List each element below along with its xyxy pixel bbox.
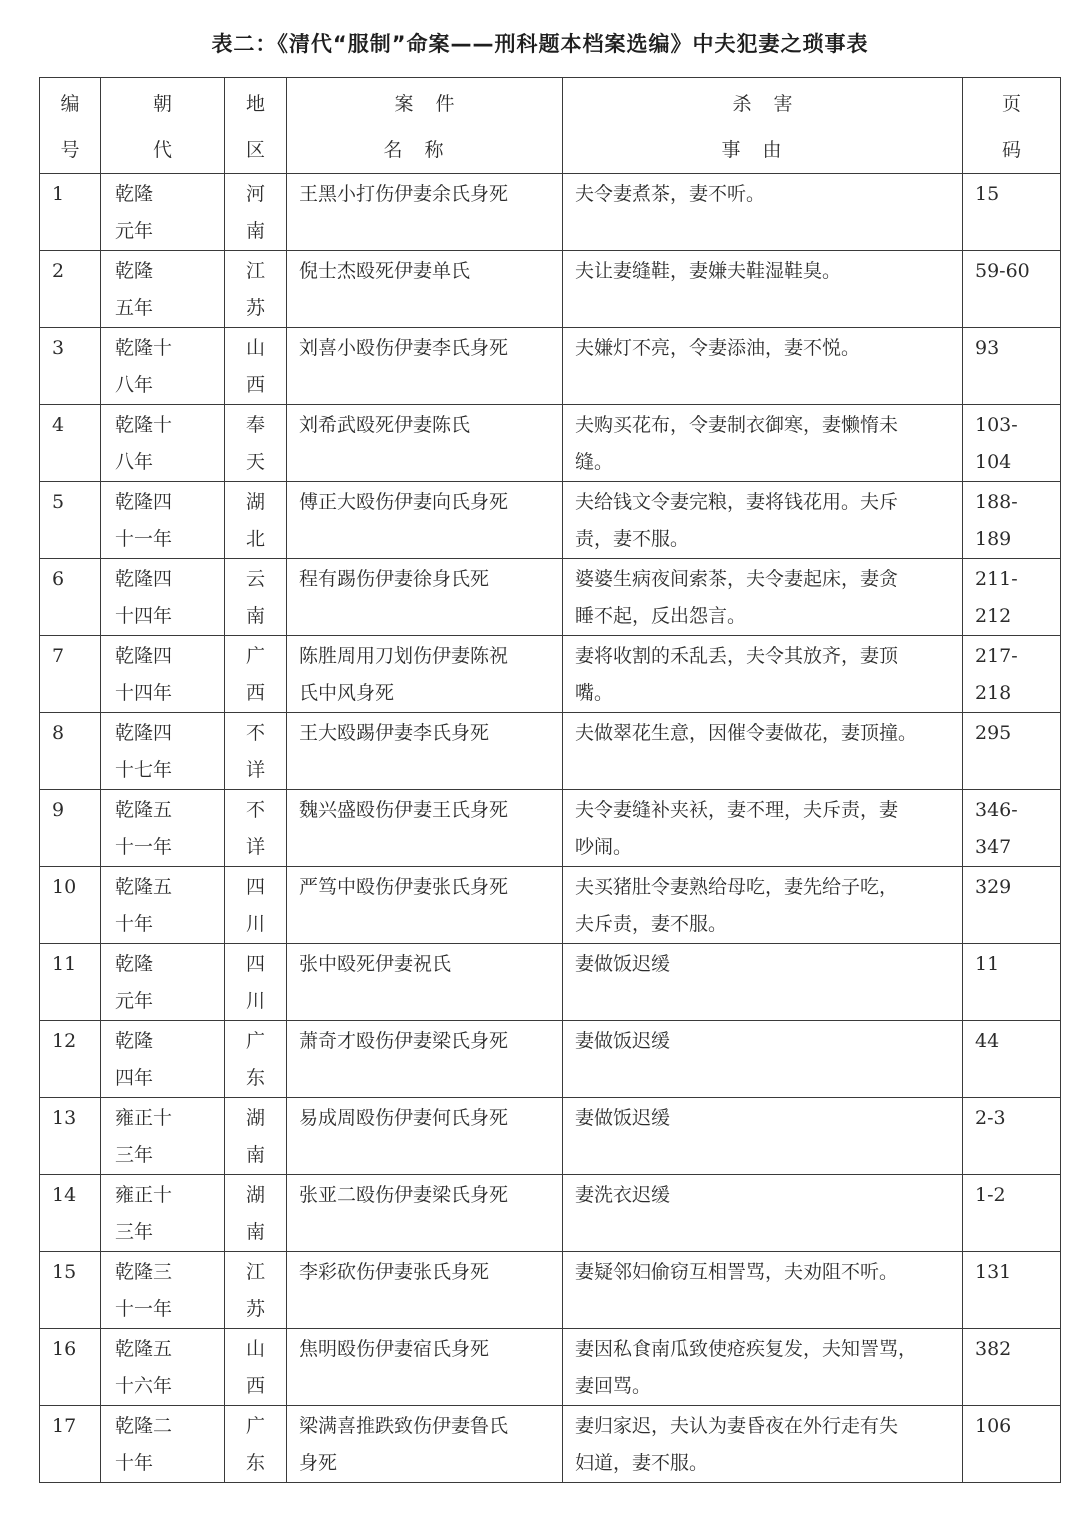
row-case-name-cell [287,1329,563,1406]
row-case-name: 李彩砍伤伊妻张氏身死 [299,1261,490,1283]
row-case-name-cell [287,405,563,482]
table-row [40,405,1061,482]
row-region-cell [225,1021,287,1098]
row-case-name-cell [287,636,563,713]
header-reason-label: 杀害 事由 [721,93,815,161]
row-dynasty: 乾隆 元年 [115,183,154,242]
row-page-cell [963,1098,1061,1175]
row-reason: 妻做饭迟缓 [575,1030,671,1052]
row-dynasty-cell [101,1021,225,1098]
row-dynasty-cell [101,713,225,790]
row-page-cell [963,1406,1061,1483]
row-reason-cell [563,559,963,636]
row-reason: 妻做饭迟缓 [575,953,671,975]
row-number: 16 [52,1338,77,1360]
table-row [40,636,1061,713]
row-case-name-cell [287,1406,563,1483]
row-case-name-cell [287,1252,563,1329]
row-case-name-cell [287,1098,563,1175]
row-reason-cell [563,713,963,790]
row-region-cell [225,1175,287,1252]
row-dynasty: 乾隆 五年 [115,260,154,319]
row-case-name-cell [287,251,563,328]
row-case-name: 易成周殴伤伊妻何氏身死 [299,1107,509,1129]
table-row [40,944,1061,1021]
row-dynasty-cell [101,1098,225,1175]
row-region: 江 苏 [245,1261,265,1320]
row-region-cell [225,867,287,944]
row-region-cell [225,636,287,713]
row-page: 211-212 [975,568,1018,627]
row-number-cell [40,405,101,482]
page-title: 表二：《清代“服制”命案——刑科题本档案选编》中夫犯妻之琐事表 [211,32,869,56]
row-region: 不 详 [245,799,265,858]
row-case-name-cell [287,174,563,251]
row-page-cell [963,328,1061,405]
row-region: 广 东 [245,1030,265,1089]
row-case-name: 梁满喜推跌致伤伊妻鲁氏 身死 [299,1415,509,1474]
row-case-name: 张中殴死伊妻祝氏 [299,953,452,975]
row-page-cell [963,174,1061,251]
row-number: 4 [52,414,65,436]
row-case-name-cell [287,559,563,636]
row-number-cell [40,482,101,559]
row-reason: 妻将收割的禾乱丢，夫令其放齐，妻顶 嘴。 [575,645,899,704]
row-case-name: 倪士杰殴死伊妻单氏 [299,260,471,282]
header-number-label: 编 号 [60,93,80,161]
row-region: 广 西 [245,645,265,704]
row-page: 295 [975,722,1012,744]
row-number-cell [40,790,101,867]
row-dynasty-cell [101,251,225,328]
row-number: 11 [52,953,77,975]
row-case-name: 程有踢伤伊妻徐身氏死 [299,568,490,590]
row-page: 103-104 [975,414,1018,473]
row-region: 云 南 [245,568,265,627]
row-reason: 夫买猪肚令妻熟给母吃，妻先给子吃， 夫斥责，妻不服。 [575,876,899,935]
row-region: 不 详 [245,722,265,781]
row-dynasty: 乾隆 元年 [115,953,154,1012]
header-dynasty [101,78,225,174]
table-row [40,1098,1061,1175]
table-row [40,1406,1061,1483]
row-region-cell [225,1252,287,1329]
row-dynasty-cell [101,328,225,405]
table-row [40,867,1061,944]
row-dynasty: 乾隆二 十年 [115,1415,173,1474]
row-page: 1-2 [975,1184,1006,1206]
row-number-cell [40,944,101,1021]
row-reason: 妻疑邻妇偷窃互相詈骂，夫劝阻不听。 [575,1261,899,1283]
row-dynasty: 乾隆三 十一年 [115,1261,173,1320]
row-page-cell [963,1175,1061,1252]
row-region-cell [225,1329,287,1406]
row-case-name-cell [287,944,563,1021]
row-page-cell [963,559,1061,636]
row-reason: 妻做饭迟缓 [575,1107,671,1129]
row-number: 15 [52,1261,77,1283]
row-dynasty: 乾隆四 十四年 [115,568,173,627]
row-reason-cell [563,1021,963,1098]
table-header-row [40,78,1061,174]
table-body [40,174,1061,1483]
table-row [40,482,1061,559]
row-dynasty-cell [101,636,225,713]
row-case-name: 焦明殴伤伊妻宿氏身死 [299,1338,490,1360]
row-number: 5 [52,491,65,513]
cases-table [39,77,1061,1483]
row-region-cell [225,713,287,790]
row-region-cell [225,328,287,405]
row-page-cell [963,1021,1061,1098]
row-page-cell [963,944,1061,1021]
row-dynasty: 乾隆五 十一年 [115,799,173,858]
row-region-cell [225,790,287,867]
row-dynasty: 雍正十 三年 [115,1107,173,1166]
table-row [40,251,1061,328]
row-reason: 夫做翠花生意，因催令妻做花，妻顶撞。 [575,722,918,744]
row-region: 湖 北 [245,491,265,550]
header-region [225,78,287,174]
row-dynasty-cell [101,1329,225,1406]
row-reason: 夫令妻煮茶，妻不听。 [575,183,766,205]
row-region-cell [225,251,287,328]
row-region-cell [225,559,287,636]
row-dynasty-cell [101,867,225,944]
row-reason-cell [563,1098,963,1175]
row-region: 山 西 [245,1338,265,1397]
row-dynasty: 乾隆 四年 [115,1030,154,1089]
row-reason-cell [563,1252,963,1329]
row-reason-cell [563,174,963,251]
row-page: 131 [975,1261,1012,1283]
row-case-name-cell [287,1175,563,1252]
row-number-cell [40,636,101,713]
row-dynasty: 乾隆四 十一年 [115,491,173,550]
row-region: 广 东 [245,1415,265,1474]
row-number: 12 [52,1030,77,1052]
row-page-cell [963,405,1061,482]
row-page-cell [963,482,1061,559]
row-number-cell [40,174,101,251]
row-region: 河 南 [245,183,265,242]
row-region: 江 苏 [245,260,265,319]
row-reason-cell [563,790,963,867]
row-number: 2 [52,260,65,282]
row-number-cell [40,1021,101,1098]
row-number: 9 [52,799,65,821]
row-reason: 妻洗衣迟缓 [575,1184,671,1206]
header-number [40,78,101,174]
row-number: 17 [52,1415,77,1437]
row-dynasty-cell [101,174,225,251]
row-dynasty-cell [101,482,225,559]
header-region-label: 地 区 [245,93,265,161]
row-case-name: 刘喜小殴伤伊妻李氏身死 [299,337,509,359]
row-dynasty-cell [101,790,225,867]
row-number-cell [40,867,101,944]
row-region: 四 川 [245,876,265,935]
row-dynasty: 乾隆十 八年 [115,337,173,396]
row-page: 106 [975,1415,1012,1437]
row-reason-cell [563,328,963,405]
row-number: 10 [52,876,77,898]
row-reason-cell [563,482,963,559]
row-region-cell [225,174,287,251]
row-number-cell [40,1406,101,1483]
header-case-name-label: 案件 名称 [383,93,477,161]
row-case-name-cell [287,713,563,790]
row-reason-cell [563,1175,963,1252]
row-dynasty-cell [101,1406,225,1483]
row-page-cell [963,636,1061,713]
row-reason: 夫嫌灯不亮，令妻添油，妻不悦。 [575,337,861,359]
row-number: 13 [52,1107,77,1129]
row-dynasty: 乾隆五 十年 [115,876,173,935]
header-page-label: 页 码 [1001,93,1021,161]
row-page-cell [963,1329,1061,1406]
table-row [40,1175,1061,1252]
row-dynasty-cell [101,1175,225,1252]
row-page: 382 [975,1338,1012,1360]
row-page: 188-189 [975,491,1018,550]
row-case-name-cell [287,790,563,867]
row-page: 59-60 [975,260,1030,282]
row-reason-cell [563,944,963,1021]
table-row [40,1252,1061,1329]
row-page: 346-347 [975,799,1018,858]
row-reason: 夫令妻缝补夹袄，妻不理，夫斥责，妻 吵闹。 [575,799,899,858]
row-number-cell [40,328,101,405]
row-region: 四 川 [245,953,265,1012]
row-number-cell [40,1329,101,1406]
row-reason-cell [563,867,963,944]
header-dynasty-label: 朝 代 [152,93,172,161]
row-case-name: 陈胜周用刀划伤伊妻陈祝 氏中风身死 [299,645,509,704]
table-row [40,790,1061,867]
row-page: 11 [975,953,1000,975]
row-reason: 夫让妻缝鞋，妻嫌夫鞋湿鞋臭。 [575,260,842,282]
row-dynasty: 乾隆十 八年 [115,414,173,473]
table-row [40,713,1061,790]
row-number: 14 [52,1184,77,1206]
row-case-name-cell [287,867,563,944]
row-region: 山 西 [245,337,265,396]
row-number: 1 [52,183,65,205]
row-dynasty-cell [101,944,225,1021]
row-reason: 夫给钱文令妻完粮，妻将钱花用。夫斥 责，妻不服。 [575,491,899,550]
row-case-name: 王大殴踢伊妻李氏身死 [299,722,490,744]
row-dynasty-cell [101,1252,225,1329]
row-region: 湖 南 [245,1184,265,1243]
row-region-cell [225,1406,287,1483]
row-region-cell [225,405,287,482]
row-case-name: 严笃中殴伤伊妻张氏身死 [299,876,509,898]
row-case-name-cell [287,482,563,559]
row-page-cell [963,713,1061,790]
row-dynasty: 乾隆五 十六年 [115,1338,173,1397]
header-case-name [287,78,563,174]
row-case-name: 王黑小打伤伊妻余氏身死 [299,183,509,205]
row-number-cell [40,559,101,636]
row-case-name: 萧奇才殴伤伊妻梁氏身死 [299,1030,509,1052]
row-dynasty: 雍正十 三年 [115,1184,173,1243]
row-page-cell [963,867,1061,944]
table-row [40,559,1061,636]
row-number-cell [40,1098,101,1175]
row-region: 奉 天 [245,414,265,473]
row-reason-cell [563,251,963,328]
row-case-name: 刘希武殴死伊妻陈氏 [299,414,471,436]
row-number-cell [40,713,101,790]
row-reason: 婆婆生病夜间索茶，夫令妻起床，妻贪 睡不起，反出怨言。 [575,568,899,627]
row-page: 217-218 [975,645,1018,704]
row-reason: 妻归家迟，夫认为妻昏夜在外行走有失 妇道，妻不服。 [575,1415,899,1474]
table-row [40,174,1061,251]
row-page: 2-3 [975,1107,1006,1129]
row-page-cell [963,790,1061,867]
row-region-cell [225,1098,287,1175]
row-reason: 妻因私食南瓜致使疮疾复发，夫知詈骂， 妻回骂。 [575,1338,918,1397]
row-reason: 夫购买花布，令妻制衣御寒，妻懒惰未 缝。 [575,414,899,473]
row-case-name: 张亚二殴伤伊妻梁氏身死 [299,1184,509,1206]
row-reason-cell [563,1329,963,1406]
row-number: 6 [52,568,65,590]
row-number: 3 [52,337,65,359]
table-row [40,1329,1061,1406]
table-row [40,328,1061,405]
row-number-cell [40,1252,101,1329]
row-case-name: 魏兴盛殴伤伊妻王氏身死 [299,799,509,821]
row-case-name: 傅正大殴伤伊妻向氏身死 [299,491,509,513]
row-page: 44 [975,1030,1000,1052]
row-reason-cell [563,636,963,713]
row-page: 329 [975,876,1012,898]
row-page-cell [963,251,1061,328]
row-case-name-cell [287,328,563,405]
row-region-cell [225,944,287,1021]
row-dynasty-cell [101,559,225,636]
row-dynasty: 乾隆四 十七年 [115,722,173,781]
row-page: 15 [975,183,1000,205]
row-number-cell [40,251,101,328]
header-reason [563,78,963,174]
row-region: 湖 南 [245,1107,265,1166]
row-number: 7 [52,645,65,667]
row-case-name-cell [287,1021,563,1098]
row-reason-cell [563,405,963,482]
header-page [963,78,1061,174]
row-number-cell [40,1175,101,1252]
table-row [40,1021,1061,1098]
row-reason-cell [563,1406,963,1483]
row-page: 93 [975,337,1000,359]
row-region-cell [225,482,287,559]
row-page-cell [963,1252,1061,1329]
row-dynasty-cell [101,405,225,482]
row-dynasty: 乾隆四 十四年 [115,645,173,704]
row-number: 8 [52,722,65,744]
